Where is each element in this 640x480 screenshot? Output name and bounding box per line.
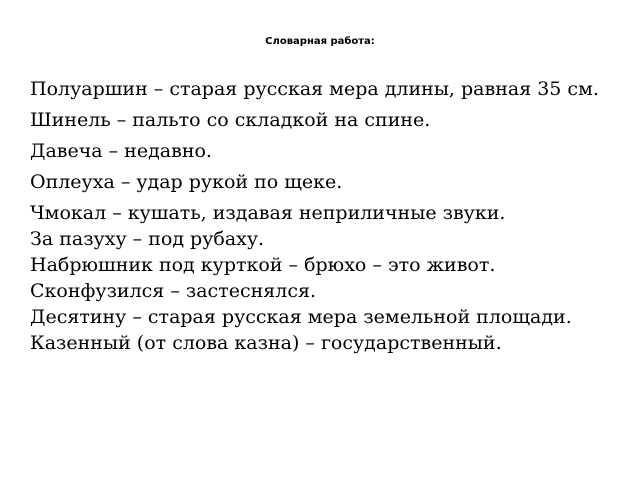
- vocabulary-item-nabryushnik: Набрюшник под курткой – брюхо – это живот.: [30, 254, 496, 276]
- vocabulary-item-shinel: Шинель – пальто со складкой на спине.: [30, 109, 431, 131]
- vocabulary-item-chmokal: Чмокал – кушать, издавая неприличные звуки.: [30, 202, 506, 224]
- vocabulary-item-za-pazukhu: За пазуху – под рубаху.: [30, 228, 265, 250]
- vocabulary-list: [30, 78, 620, 358]
- vocabulary-item-polyarshin: Полуаршин – старая русская мера длины, равная 35 см.: [30, 78, 599, 100]
- slide-title: Словарная работа:: [265, 36, 375, 47]
- vocabulary-item-opleukha: Оплеуха – удар рукой по щеке.: [30, 171, 343, 193]
- vocabulary-item-skonfuzilsya: Сконфузился – застеснялся.: [30, 280, 316, 302]
- vocabulary-item-davecha: Давеча – недавно.: [30, 140, 212, 162]
- vocabulary-item-kazenny: Казенный (от слова казна) – государственный.: [30, 332, 502, 354]
- vocabulary-item-desyatinu: Десятину – старая русская мера земельной площади.: [30, 306, 572, 328]
